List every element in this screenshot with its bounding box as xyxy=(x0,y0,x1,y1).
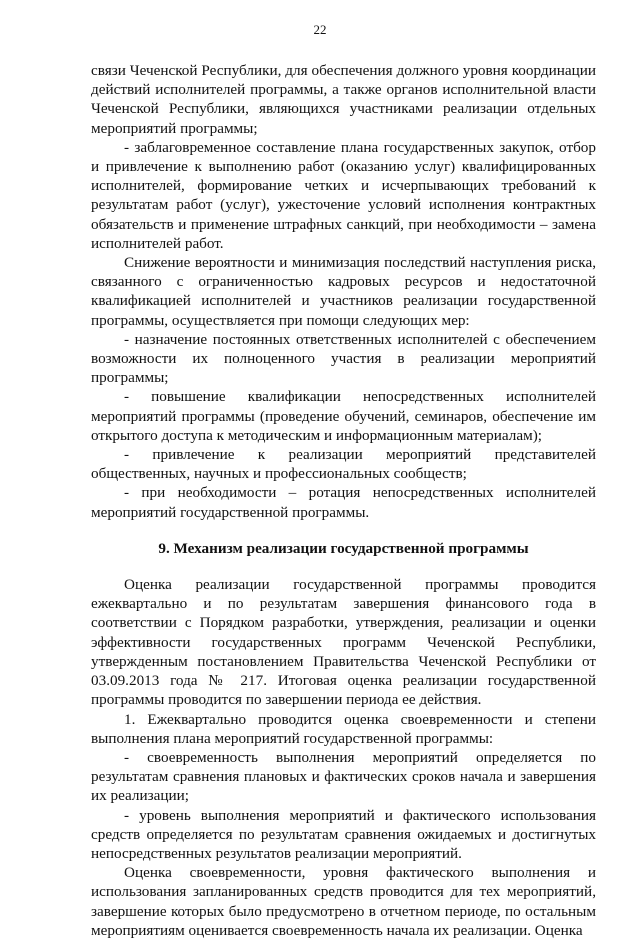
paragraph: - повышение квалификации непосредственных исполнителей мероприятий программы (проведение обучений, семинаров, обеспечение им открытого доступа к методическим и информационным материалам); xyxy=(91,388,596,444)
page-number: 22 xyxy=(313,22,327,37)
paragraph: Оценка реализации государственной программы проводится ежеквартально и по результатам завершения финансового года в соответствии с Порядком разработки, утверждения, реализации и оценки эффективности государственных программ Чеченской Республики, утвержденным постановлением Правительства Чеченской Республики от 03.09.2013 года № 217. Итоговая оценка реализации государственной программы проводится по завершении периода ее действия. xyxy=(91,576,596,709)
paragraph: Снижение вероятности и минимизация последствий наступления риска, связанного с ограниченностью кадровых ресурсов и недостаточной квалификацией исполнителей и участников реализации государственной программы, осуществляется при помощи следующих мер: xyxy=(91,254,596,329)
paragraph: - привлечение к реализации мероприятий представителей общественных, научных и профессиональных сообществ; xyxy=(91,446,596,483)
paragraph: - своевременность выполнения мероприятий определяется по результатам сравнения плановых и фактических сроков начала и завершения их реализации; xyxy=(91,748,596,805)
paragraph: связи Чеченской Республики, для обеспечения должного уровня координации действий исполнителей программы, а также органов исполнительной власти Чеченской Республики, являющихся участниками реализации отдельных мероприятий программы; xyxy=(91,62,596,137)
paragraph: - заблаговременное составление плана государственных закупок, отбор и привлечение к выполнению работ (оказанию услуг) квалифицированных исполнителей, формирование четких и исчерпывающих требований к результатам работ (услуг), ужесточение условий исполнения контрактных обязательств и применение штрафных санкций, при необходимости – замена исполнителей работ. xyxy=(91,138,596,252)
paragraph: - уровень выполнения мероприятий и фактического использования средств определяется по результатам сравнения ожидаемых и достигнутых непосредственных результатов реализации мероприятий. xyxy=(91,806,596,862)
paragraph: Оценка своевременности, уровня фактического выполнения и использования запланированных средств проводится для тех мероприятий, завершение которых было предусмотрено в отчетном периоде, по остальным мероприятиям оценивается своевременность начала их реализации. Оценка xyxy=(91,864,596,939)
paragraph: 1. Ежеквартально проводится оценка своевременности и степени выполнения плана мероприятий государственной программы: xyxy=(91,710,596,747)
spacer xyxy=(91,522,596,539)
paragraph: - при необходимости – ротация непосредственных исполнителей мероприятий государственной программы. xyxy=(91,484,596,521)
section-heading: 9. Механизм реализации государственной программы xyxy=(158,539,529,557)
text-block xyxy=(91,61,596,940)
spacer xyxy=(91,558,596,575)
paragraph: - назначение постоянных ответственных исполнителей с обеспечением возможности их полноценного участия в реализации мероприятий программы; xyxy=(91,330,596,387)
